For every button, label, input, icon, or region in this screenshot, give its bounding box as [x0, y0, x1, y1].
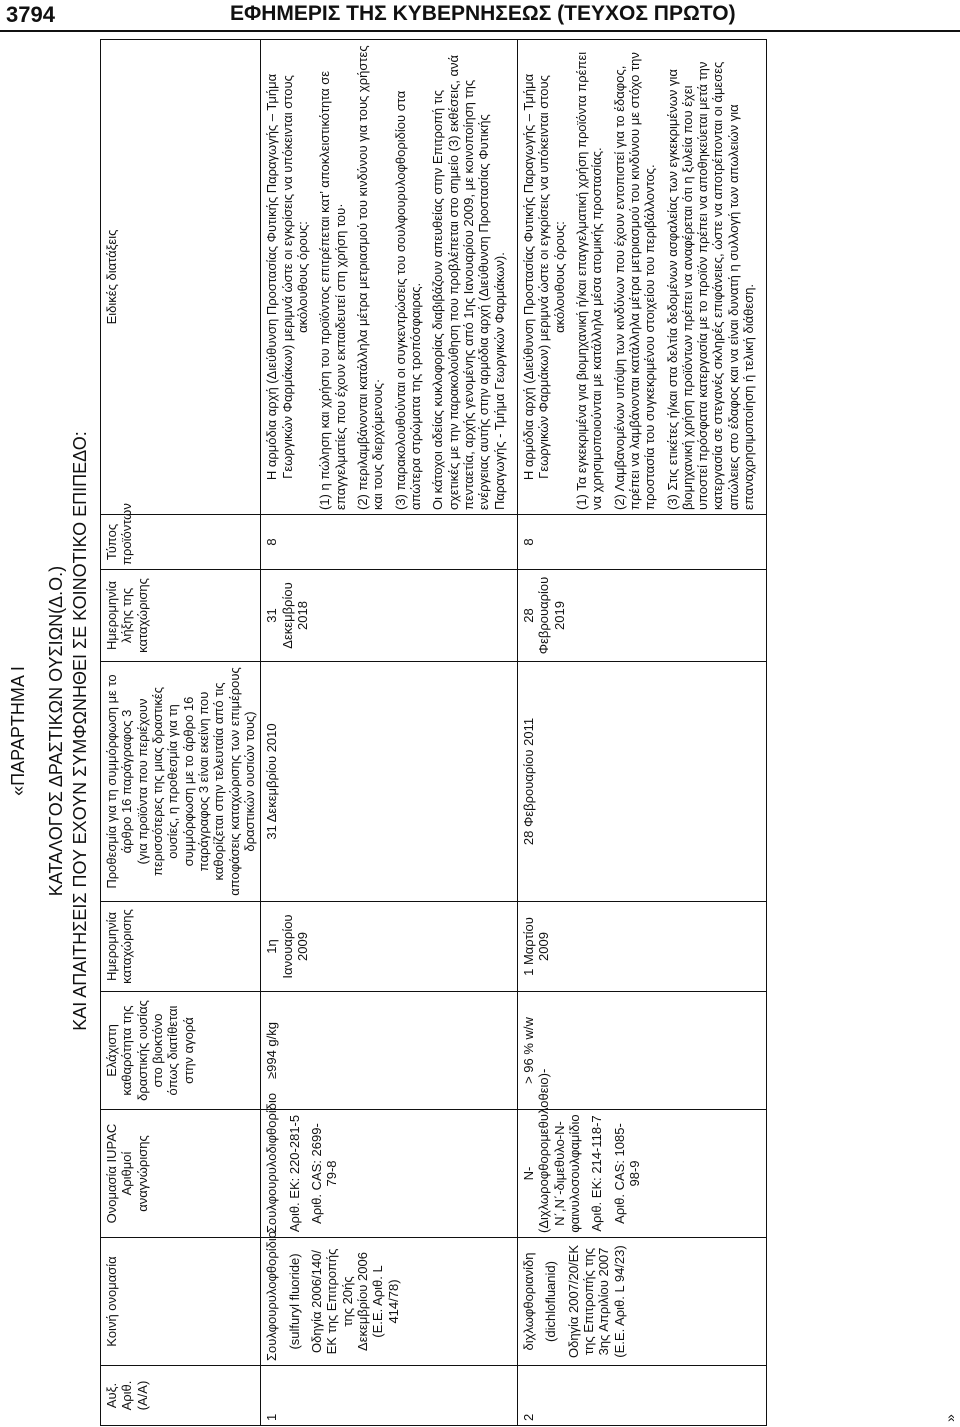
header-deadline-label: Προθεσμία για τη συμμόρφωση με το άρθρο 16 παράγραφος 3 — [104, 674, 135, 889]
row-inclusion-date: 1η Ιανουαρίου 2009 — [261, 902, 518, 992]
specific-para: (3) Στις ετικέτες ή/και στα δελτία δεδομένων ασφαλείας των εγκεκριμένων για βιομηχανική χρήση προϊόντων πρέπει να αναφέρεται ότι η ξυλεία που έχει υποστεί πρόσφατα κατεργασία με το προϊόν πρέπει να αποθηκεύεται μετά την κατεργασία σε στεγανές σκληρές επιφάνειες, ώστε να αποτρέπονται οι άμεσες απώλειες στο έδαφος και να είναι δυνατή η συλλογή των απωλειών για επαναχρησιμοποίηση ή τελική διάθεση. — [664, 61, 757, 510]
annex-heading: «ΠΑΡΑΡΤΗΜΑ Ι — [8, 666, 28, 796]
header-rule — [0, 30, 960, 32]
row-purity: > 96 % w/w — [517, 992, 767, 1110]
table-row — [261, 40, 518, 1426]
row-deadline: 31 Δεκεμβρίου 2010 — [261, 662, 518, 902]
row-product-type: 8 — [261, 515, 518, 570]
row-purity: ≥994 g/kg — [261, 992, 518, 1110]
directive-ref: Οδηγία 2006/140/ΕΚ της Επιτροπής της 20ής Δεκεμβρίου 2006 (Ε.Ε. Αριθ. L 414/78) — [308, 1248, 401, 1355]
header-inclusion-date: Ημερομηνία καταχώρισης — [101, 902, 261, 992]
row-common-name — [517, 1238, 767, 1366]
active-substances-table — [100, 39, 767, 1426]
row-expiry: 31 Δεκεμβρίου 2018 — [261, 570, 518, 662]
row-num: 1 — [261, 1366, 518, 1426]
cas-number: Αριθ. CAS: 1085-98-9 — [611, 1123, 642, 1224]
header-num-label: Αυξ. Αριθ. — [104, 1380, 135, 1411]
table-header-row — [101, 40, 261, 1426]
rotated-annex-page — [0, 36, 960, 1426]
closing-quote: » — [942, 1414, 958, 1422]
header-iupac: Ονομασία IUPAC Αριθμοί αναγνώρισης — [101, 1110, 261, 1238]
header-num-label2: (Α/Α) — [134, 1380, 150, 1411]
header-purity: Ελάχιστη καθαρότητα της δραστικής ουσίας στο βιοκτόνο όπως διατίθεται στην αγορά — [101, 992, 261, 1110]
header-product-type: Τύπος προϊόντων — [101, 515, 261, 570]
specific-para: Η αρμόδια αρχή (Διεύθυνση Προστασίας Φυτικής Παραγωγής – Τμήμα Γεωργικών Φαρμάκων) μεριμνά ώστε οι εγκρίσεις να υπόκεινται στους ακόλουθους όρους: — [520, 73, 567, 481]
common-name: Σουλφουρυλοφθορίδιο — [264, 1231, 280, 1361]
header-common-name: Κοινή ονομασία — [101, 1238, 261, 1366]
page-number: 3794 — [6, 2, 55, 27]
ec-number: Αριθ. ΕΚ: 220-281-5 — [286, 1114, 302, 1233]
row-product-type: 8 — [517, 515, 767, 570]
common-name: διχλωφθοριανίδη — [520, 1252, 536, 1351]
gazette-title: ΕΦΗΜΕΡΙΣ ΤΗΣ ΚΥΒΕΡΝΗΣΕΩΣ (ΤΕΥΧΟΣ ΠΡΩΤΟ) — [230, 2, 736, 25]
annex-title-line1: ΚΑΤΑΛΟΓΟΣ ΔΡΑΣΤΙΚΩΝ ΟΥΣΙΩΝ(Δ.Ο.) — [46, 565, 66, 897]
common-name-en: (sulfuryl fluoride) — [286, 1253, 302, 1350]
specific-para: (1) Τα εγκεκριμένα για βιομηχανική ή/και επαγγελματική χρήση προϊόντα πρέπει να χρησιμοποιούνται με κατάλληλα μέσα ατομικής προστασίας. — [573, 51, 605, 510]
row-iupac — [261, 1092, 518, 1238]
row-expiry: 28 Φεβρουαρίου 2019 — [517, 570, 767, 662]
ec-number: Αριθ. ΕΚ: 214-118-7 — [589, 1115, 605, 1232]
iupac-name: Σουλφουρυλοδιφθορίδιο — [264, 1092, 280, 1233]
specific-para: Οι κάτοχοι αδείας κυκλοφορίας διαβιβάζουν απευθείας στην Επιτροπή τις σχετικές με την παρακολούθηση που προβλέπεται στο σημείο (3) εκθέσεις, ανά πενταετία, αρχής γενομένης από 1ης Ιανουαρίου 2009, με κοινοποίηση της ενέργειας αυτής στην αρμόδια αρχή (Διεύθυνση Προστασίας Φυτικής Παραγωγής - Τμήμα Γεωργικών Φαρμάκων). — [430, 54, 507, 510]
row-specific — [261, 40, 518, 515]
specific-para: (2) περιλαμβάνονται κατάλληλα μέτρα μετριασμού του κινδύνου για τους χρήστες και τους διερχόμενους· — [354, 45, 386, 510]
specific-para: (1) η πώληση και χρήση του προϊόντος επιτρέπεται κατ’ αποκλειστικότητα σε επαγγελματίες που έχουν εκπαιδευτεί στη χρήση του· — [317, 70, 348, 510]
row-inclusion-date: 1 Μαρτίου 2009 — [517, 902, 767, 992]
row-deadline: 28 Φεβρουαρίου 2011 — [517, 662, 767, 902]
row-num: 2 — [517, 1366, 767, 1426]
directive-ref: Οδηγία 2007/20/ΕΚ της Επιτροπής της 3ης Απριλίου 2007 (Ε.Ε. Αριθ. L 94/23) — [565, 1244, 627, 1359]
row-iupac — [517, 1068, 767, 1238]
iupac-name: Ν-(Διχλωροφθορομεθυλοθειο)-Ν΄,Ν΄-διμεθυλο-Ν-φαινυλοσουλφαμίδιο — [520, 1068, 582, 1233]
row-common-name — [261, 1231, 518, 1366]
table-row — [517, 40, 767, 1426]
header-deadline-note: (για προϊόντα που περιέχουν περισσότερες της μιας δραστικές ουσίες, η προθεσμία για τη συμμόρφωση με το άρθρο 16 παράγραφος 3 είναι εκείνη που καθορίζεται στην τελευταία από τις αποφάσεις καταχώρισης των επιμέρους δραστικών ουσιών τους) — [134, 667, 257, 896]
annex-title-line2: ΚΑΙ ΑΠΑΙΤΗΣΕΙΣ ΠΟΥ ΕΧΟΥΝ ΣΥΜΦΩΝΗΘΕΙ ΣΕ ΚΟΙΝΟΤΙΚΟ ΕΠΙΠΕΔΟ: — [70, 431, 90, 1031]
header-deadline — [101, 662, 261, 902]
row-specific — [517, 40, 767, 515]
header-specific: Ειδικές διατάξεις — [101, 40, 261, 515]
cas-number: Αριθ. CAS: 2699-79-8 — [308, 1123, 340, 1224]
specific-para: Η αρμόδια αρχή (Διεύθυνση Προστασίας Φυτικής Παραγωγής – Τμήμα Γεωργικών Φαρμάκων) μεριμνά ώστε οι εγκρίσεις να υπόκεινται στους ακόλουθους όρους: — [264, 73, 310, 481]
header-expiry: Ημερομηνία λήξης της καταχώρισης — [101, 570, 261, 662]
specific-para: (2) Λαμβανομένων υπόψη των κινδύνων που έχουν εντοπιστεί για το έδαφος, πρέπει να λαμβάνονται κατάλληλα μέτρα μετριασμού του κινδύνου με στόχο την προστασία του συγκεκριμένου στοιχείου του περιβάλλοντος. — [611, 52, 658, 510]
specific-para: (3) παρακολουθούνται οι συγκεντρώσεις του σουλφουρυλοφθοριδίου στα απώτερα στρώματα της τροπόσφαιρας. — [392, 90, 423, 510]
common-name-en: (dichlofluanid) — [543, 1261, 559, 1342]
header-num — [101, 1366, 261, 1426]
